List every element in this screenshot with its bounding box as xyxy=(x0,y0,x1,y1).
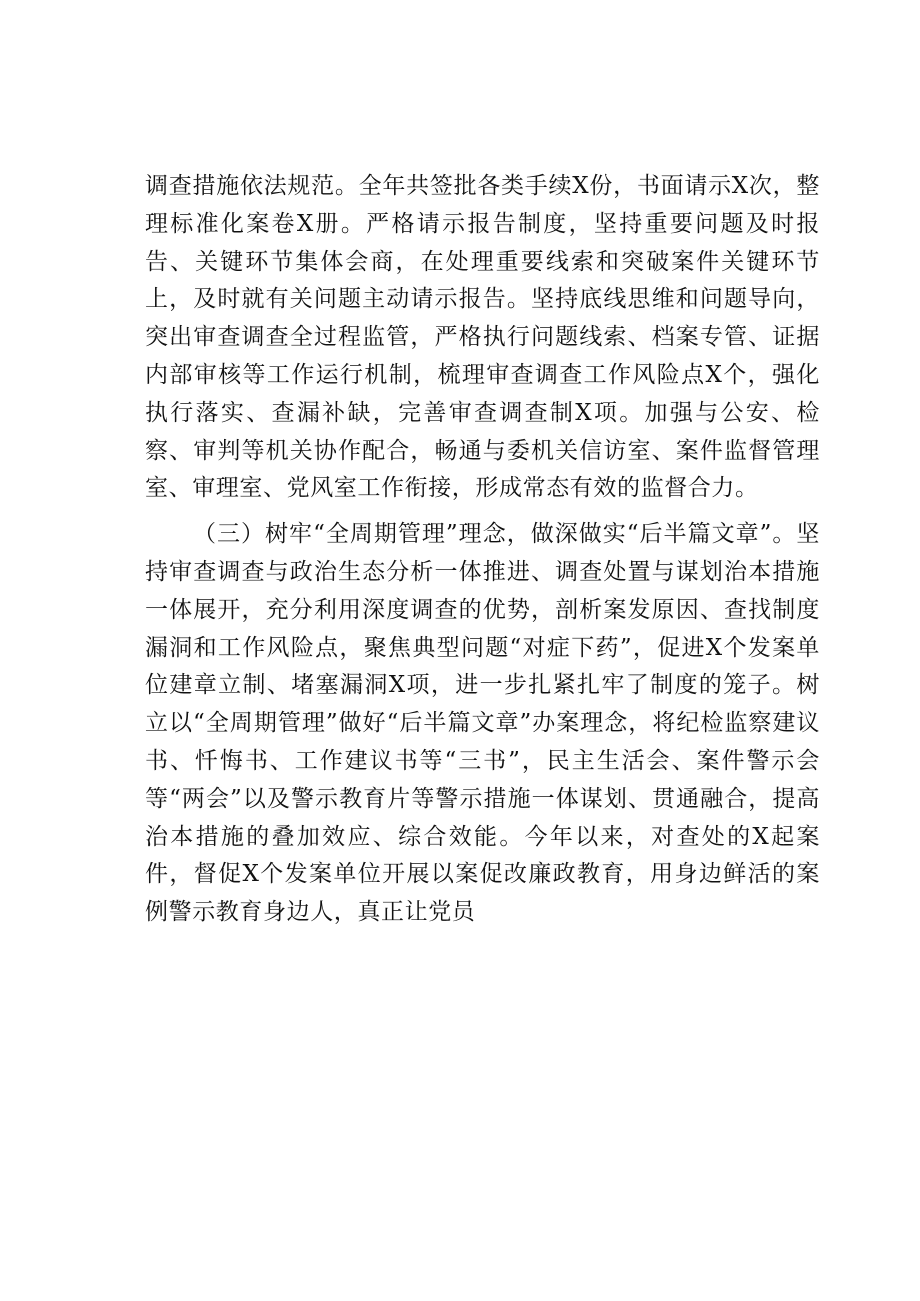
paragraph-continuation: 调查措施依法规范。全年共签批各类手续X份，书面请示X次，整理标准化案卷X册。严格请示报告制度，坚持重要问题及时报告、关键环节集体会商，在处理重要线索和突破案件关键环节上，及时就有关问题主动请示报告。坚持底线思维和问题导向，突出审查调查全过程监管，严格执行问题线索、档案专管、证据内部审核等工作运行机制，梳理审查调查工作风险点X个，强化执行落实、查漏补缺，完善审查调查制X项。加强与公安、检察、审判等机关协作配合，畅通与委机关信访室、案件监督管理室、审理室、党风室工作衔接，形成常态有效的监督合力。 xyxy=(145,173,820,502)
paragraph-section-three: （三）树牢“全周期管理”理念，做深做实“后半篇文章”。坚持审查调查与政治生态分析一体推进、调查处置与谋划治本措施一体展开，充分利用深度调查的优势，剖析案发原因、查找制度漏洞和工作风险点，聚焦典型问题“对症下药”，促进X个发案单位建章立制、堵塞漏洞X项，进一步扎紧扎牢了制度的笼子。树立以“全周期管理”做好“后半篇文章”办案理念，将纪检监察建议书、忏悔书、工作建议书等“三书”，民主生活会、案件警示会等“两会”以及警示教育片等警示措施一体谋划、贯通融合，提高治本措施的叠加效应、综合效能。今年以来，对查处的X起案件，督促X个发案单位开展以案促改廉政教育，用身边鲜活的案例警示教育身边人，真正让党员 xyxy=(145,521,820,926)
document-body xyxy=(145,168,820,940)
